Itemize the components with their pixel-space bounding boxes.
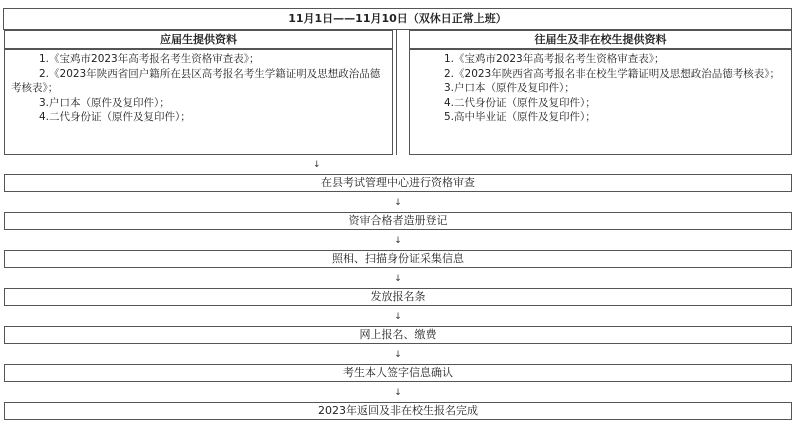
- column-separator: [396, 30, 410, 155]
- right-item-2: 2.《2023年陕西省高考报名非在校生学籍证明及思想政治品德考核表》；: [444, 67, 780, 80]
- left-column-title: 应届生提供资料: [4, 30, 393, 49]
- step-qualification-review: 在县考试管理中心进行资格审查: [4, 174, 792, 192]
- step-registration-record: 资审合格者造册登记: [4, 212, 792, 230]
- right-item-3: 3.户口本（原件及复印件）；: [444, 82, 575, 94]
- right-column-title: 往届生及非在校生提供资料: [409, 30, 792, 49]
- step-signature-confirm: 考生本人签字信息确认: [4, 364, 792, 382]
- right-column-list: [409, 49, 792, 155]
- flow-arrow-down-icon: ↓: [394, 198, 402, 208]
- left-column-list: [4, 49, 393, 155]
- right-item-5: 5.高中毕业证（原件及复印件）；: [444, 111, 596, 123]
- left-item-4: 4.二代身份证（原件及复印件）；: [39, 111, 191, 123]
- step-photo-id-capture: 照相、扫描身份证采集信息: [4, 250, 792, 268]
- step-online-payment: 网上报名、缴费: [4, 326, 792, 344]
- left-item-2: 2.《2023年陕西省回户籍所在县区高考报名考生学籍证明及思想政治品德考核表》；: [11, 67, 381, 94]
- flow-arrow-down-icon: ↓: [313, 160, 321, 170]
- left-item-1: 1.《宝鸡市2023年高考报名考生资格审查表》；: [39, 53, 260, 65]
- right-item-1: 1.《宝鸡市2023年高考报名考生资格审查表》；: [444, 53, 665, 65]
- flow-arrow-down-icon: ↓: [394, 274, 402, 284]
- flow-arrow-down-icon: ↓: [394, 312, 402, 322]
- flow-arrow-down-icon: ↓: [394, 350, 402, 360]
- right-item-4: 4.二代身份证（原件及复印件）；: [444, 96, 596, 109]
- step-issue-slip: 发放报名条: [4, 288, 792, 306]
- period-header: 11月1日——11月10日（双休日正常上班）: [3, 8, 792, 30]
- step-registration-complete: 2023年返回及非在校生报名完成: [4, 402, 792, 420]
- flow-arrow-down-icon: ↓: [394, 388, 402, 398]
- flow-arrow-down-icon: ↓: [394, 236, 402, 246]
- left-item-3: 3.户口本（原件及复印件）；: [39, 96, 170, 109]
